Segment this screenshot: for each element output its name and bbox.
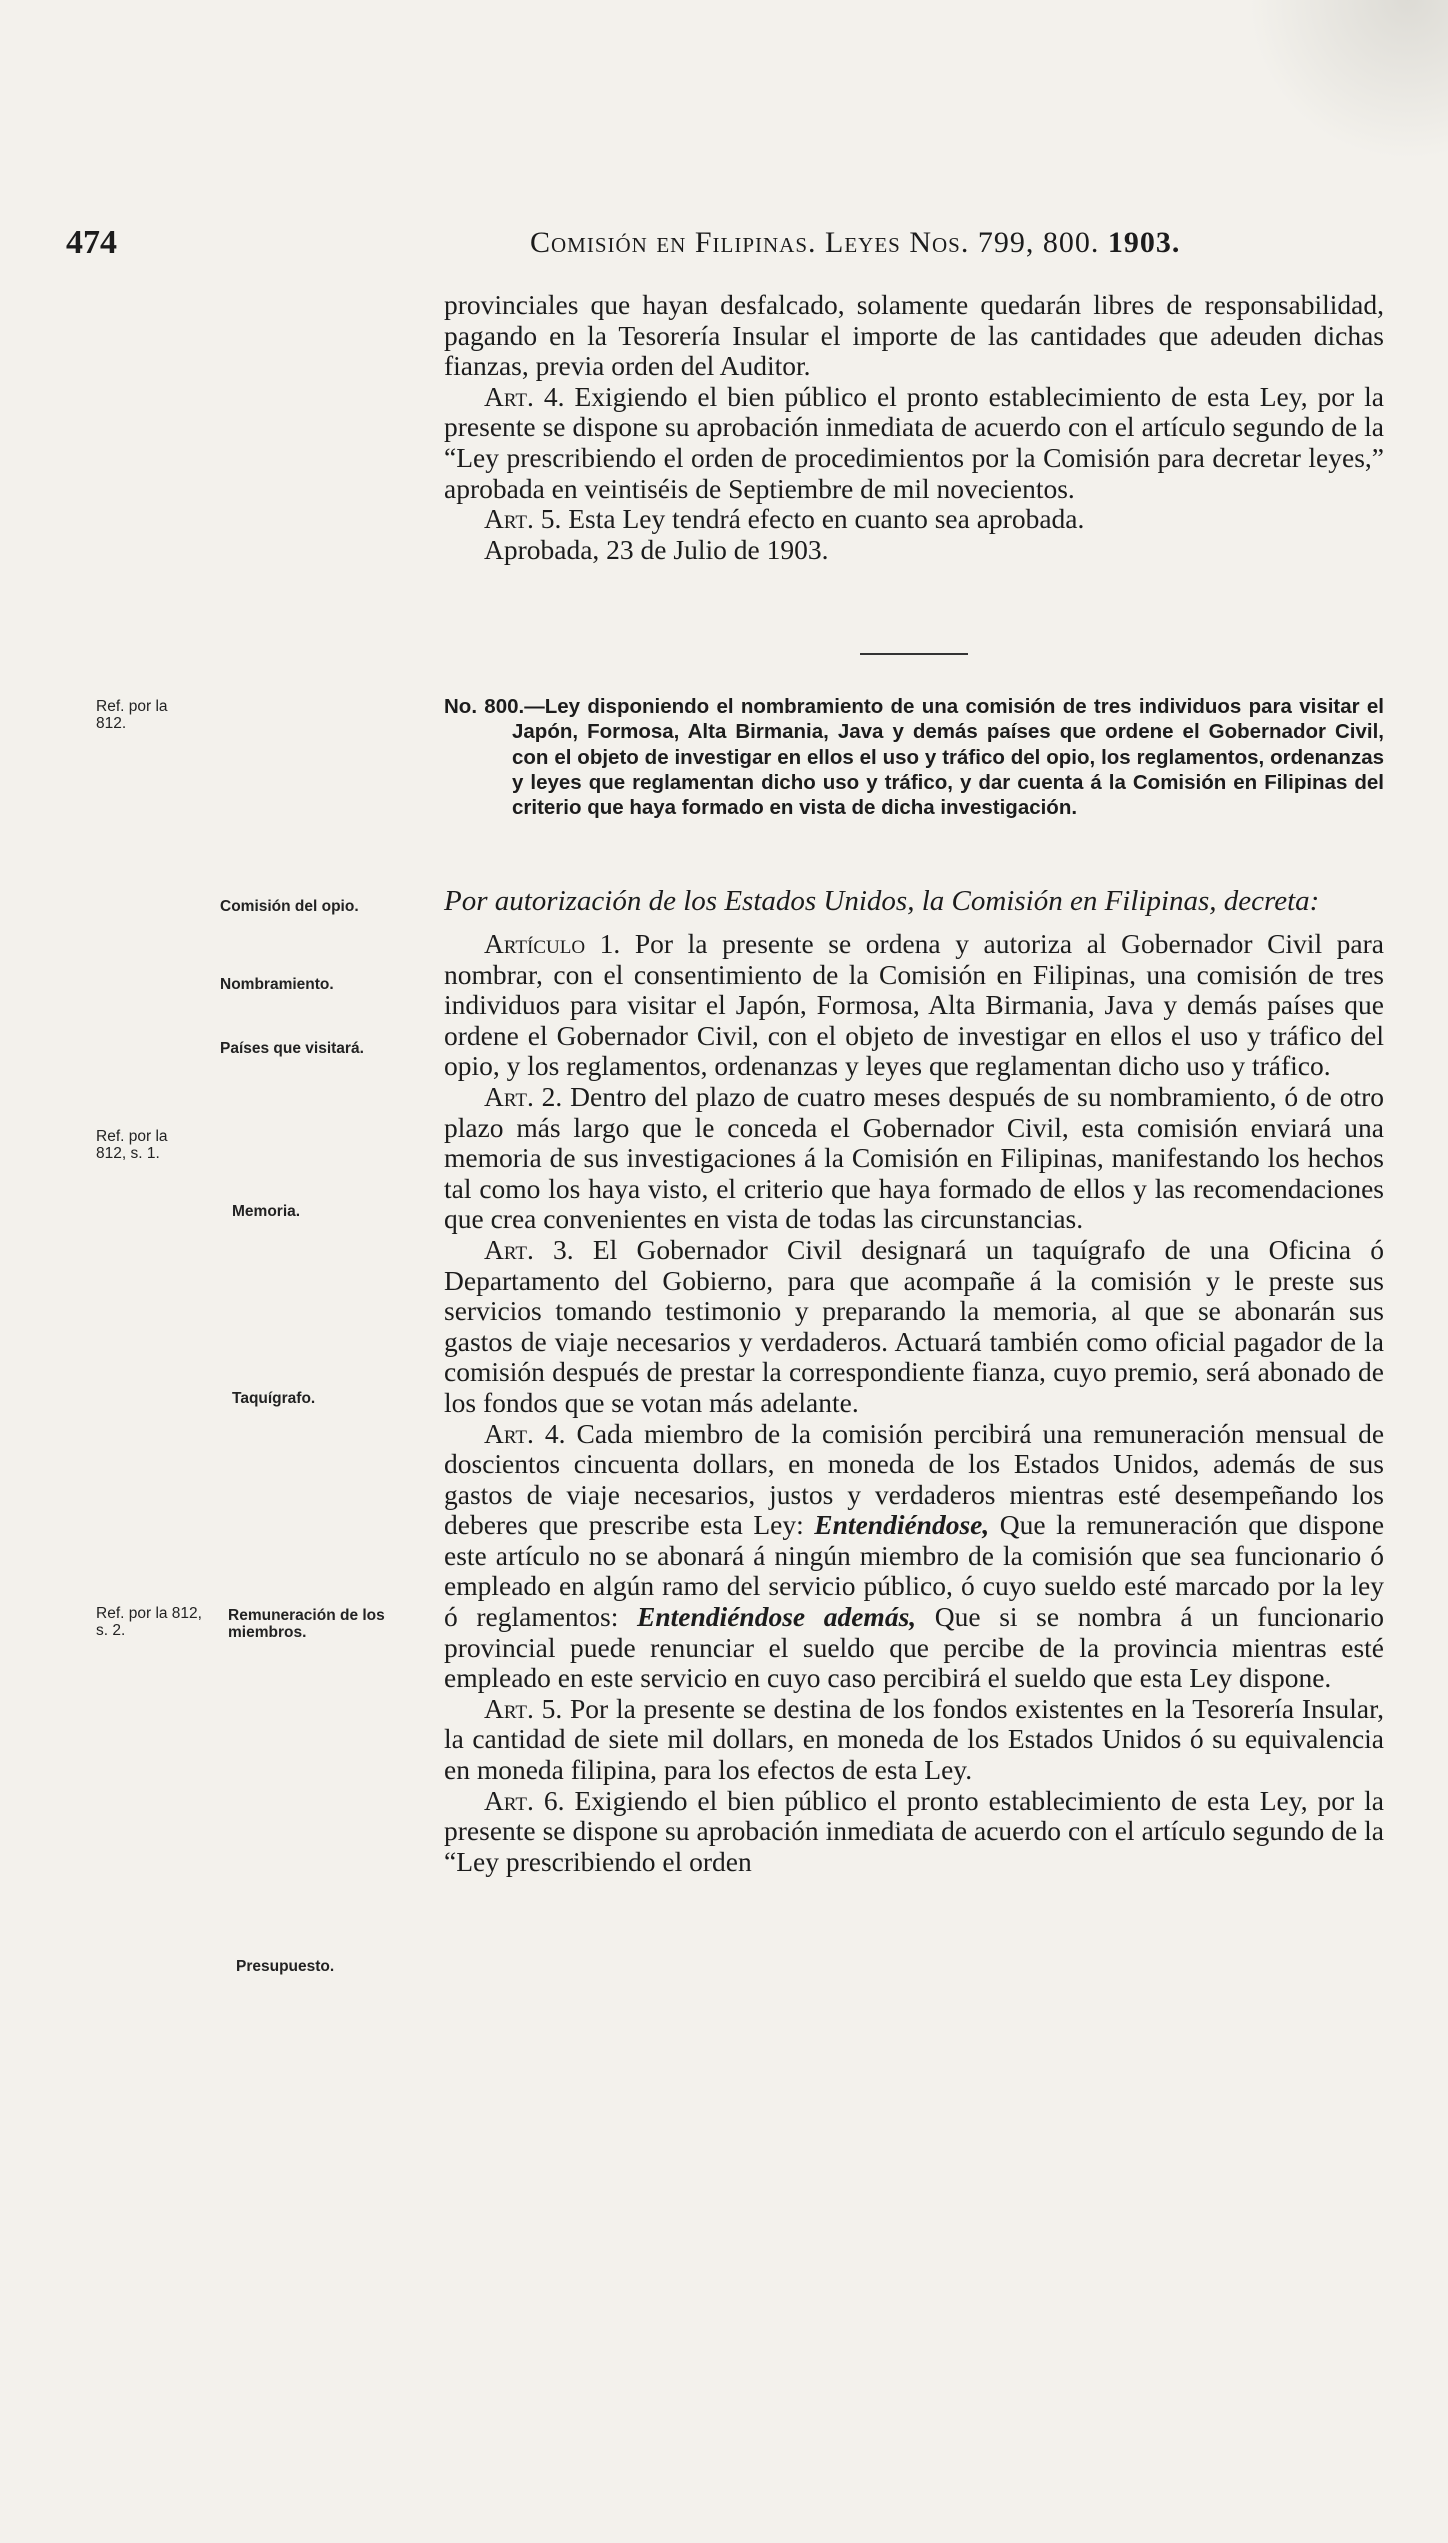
margin-taquigrafo: Taquígrafo.	[232, 1390, 316, 1407]
article-text: Cada miembro de la comisión percibirá una remuneración mensual de doscientos cincuenta dollars, en moneda de los Estados Unidos, además de sus gastos de viaje necesarios, justos y verdaderos mientras esté desempeñando los deberes que prescribe esta Ley:	[444, 1417, 1385, 1541]
article-text: Dentro del plazo de cuatro meses después de su nombramiento, ó de otro plazo más largo que le conceda el Gobernador Civil, esta comisión enviará una memoria de sus investigaciones á la Comisión en Filipinas, manifestando los hechos tal como los haya visto, el criterio que haya formado de ellos y las recomendaciones que crea convenientes en vista de todas las circunstancias.	[444, 1080, 1384, 1235]
running-header	[66, 224, 1316, 268]
margin-remuneracion: Remuneración de los miembros.	[228, 1607, 385, 1641]
page-number: 474	[66, 224, 117, 261]
article-4-previous	[444, 382, 1384, 504]
article-5-previous	[444, 504, 1384, 535]
proviso-italic: Entendiéndose además,	[637, 1601, 917, 1633]
article-6	[444, 1786, 1384, 1878]
margin-comision-del-opio: Comisión del opio.	[220, 898, 359, 915]
section-divider	[860, 653, 968, 655]
proviso-italic: Entendiéndose,	[814, 1509, 990, 1541]
article-2	[444, 1082, 1384, 1235]
running-title-text: Comisión en Filipinas. Leyes Nos. 799, 800.	[530, 226, 1100, 259]
margin-ref-812-s1: Ref. por la 812, s. 1.	[96, 1128, 168, 1162]
article-label: Artículo 1.	[484, 928, 621, 959]
article-text: Que la remuneración que dispone este artículo no se abonará á ningún miembro de la comisión que sea funcionario ó empleado en algún ramo del servicio público, ó cuyo sueldo esté marcado por la ley ó reglamentos:	[444, 1509, 1385, 1633]
margin-nombramiento: Nombramiento.	[220, 976, 334, 993]
articles	[444, 929, 1384, 1877]
article-text: El Gobernador Civil designará un taquígrafo de una Oficina ó Departamento del Gobierno, para que acompañe á la comisión y le preste sus servicios tomando testimonio y preparando la memoria, al que se abonarán sus gastos de viaje necesarios y verdaderos. Actuará también como oficial pagador de la comisión después de prestar la correspondiente fianza, cuyo premio, será abonado de los fondos que se votan más adelante.	[444, 1233, 1385, 1418]
enacting-clause: Por autorización de los Estados Unidos, la Comisión en Filipinas, decreta:	[444, 885, 1320, 917]
margin-ref-812-s2: Ref. por la 812, s. 2.	[96, 1605, 202, 1639]
article-text: Por la presente se ordena y autoriza al Gobernador Civil para nombrar, con el consentimiento de la Comisión en Filipinas, una comisión de tres individuos para visitar el Japón, Formosa, Alta Birmania, Java y demás países que ordene el Gobernador Civil, con el objeto de investigar en ellos el uso y tráfico del opio, y los reglamentos, ordenanzas y leyes que reglamentan dicho uso y tráfico.	[444, 928, 1384, 1082]
article-label: Art. 4.	[484, 1417, 566, 1449]
law-800-body	[444, 886, 1384, 1877]
continuation-block	[444, 290, 1384, 565]
running-title	[530, 226, 1180, 260]
article-1	[444, 929, 1384, 1082]
margin-ref-812: Ref. por la 812.	[96, 698, 168, 732]
article-label: Art. 6.	[484, 1784, 565, 1816]
article-5	[444, 1694, 1384, 1786]
running-title-year: 1903.	[1107, 226, 1181, 259]
continuation-paragraph: provinciales que hayan desfalcado, solamente quedarán libres de responsabilidad, pagando en la Tesorería Insular el importe de las cantidades que adeuden dichas fianzas, previa orden del Auditor.	[444, 289, 1384, 382]
article-label: Art. 4.	[484, 380, 565, 412]
margin-memoria: Memoria.	[232, 1203, 301, 1220]
article-text: Por la presente se destina de los fondos existentes en la Tesorería Insular, la cantidad de siete mil dollars, en moneda de los Estados Unidos ó su equivalencia en moneda filipina, para los efectos de esta Ley.	[444, 1692, 1385, 1786]
article-text: Esta Ley tendrá efecto en cuanto sea aprobada.	[568, 503, 1085, 535]
article-text: Exigiendo el bien público el pronto establecimiento de esta Ley, por la presente se dispone su aprobación inmediata de acuerdo con el artículo segundo de la “Ley prescribiendo el orden de procedimientos por la Comisión para decretar leyes,” aprobada en veintiséis de Septiembre de mil novecientos.	[444, 380, 1385, 504]
article-text: Que si se nombra á un funcionario provincial puede renunciar el sueldo que percibe de la provincia mientras esté empleado en este servicio en cuyo caso percibirá el sueldo que esta Ley dispone.	[444, 1601, 1385, 1694]
margin-presupuesto: Presupuesto.	[236, 1958, 335, 1975]
article-3	[444, 1235, 1384, 1419]
article-label: Art. 5.	[484, 503, 562, 535]
article-text: Exigiendo el bien público el pronto establecimiento de esta Ley, por la presente se dispone su aprobación inmediata de acuerdo con el artículo segundo de la “Ley prescribiendo el orden	[444, 1784, 1385, 1877]
article-label: Art. 2.	[484, 1080, 563, 1112]
article-label: Art. 5.	[484, 1692, 563, 1724]
margin-paises: Países que visitará.	[220, 1040, 364, 1057]
approval-date: Aprobada, 23 de Julio de 1903.	[484, 533, 829, 565]
article-label: Art. 3.	[484, 1233, 574, 1265]
article-4	[444, 1419, 1384, 1694]
page-shadow	[1248, 0, 1448, 160]
law-800-title: No. 800.—Ley disponiendo el nombramiento de una comisión de tres individuos para visitar el Japón, Formosa, Alta Birmania, Java y demás países que ordene el Gobernador Civil, con el objeto de investigar en ellos el uso y tráfico del opio, los reglamentos, ordenanzas y leyes que reglamentan dicho uso y tráfico, y dar cuenta á la Comisión en Filipinas del criterio que haya formado en vista de dicha investigación.	[444, 695, 1384, 820]
